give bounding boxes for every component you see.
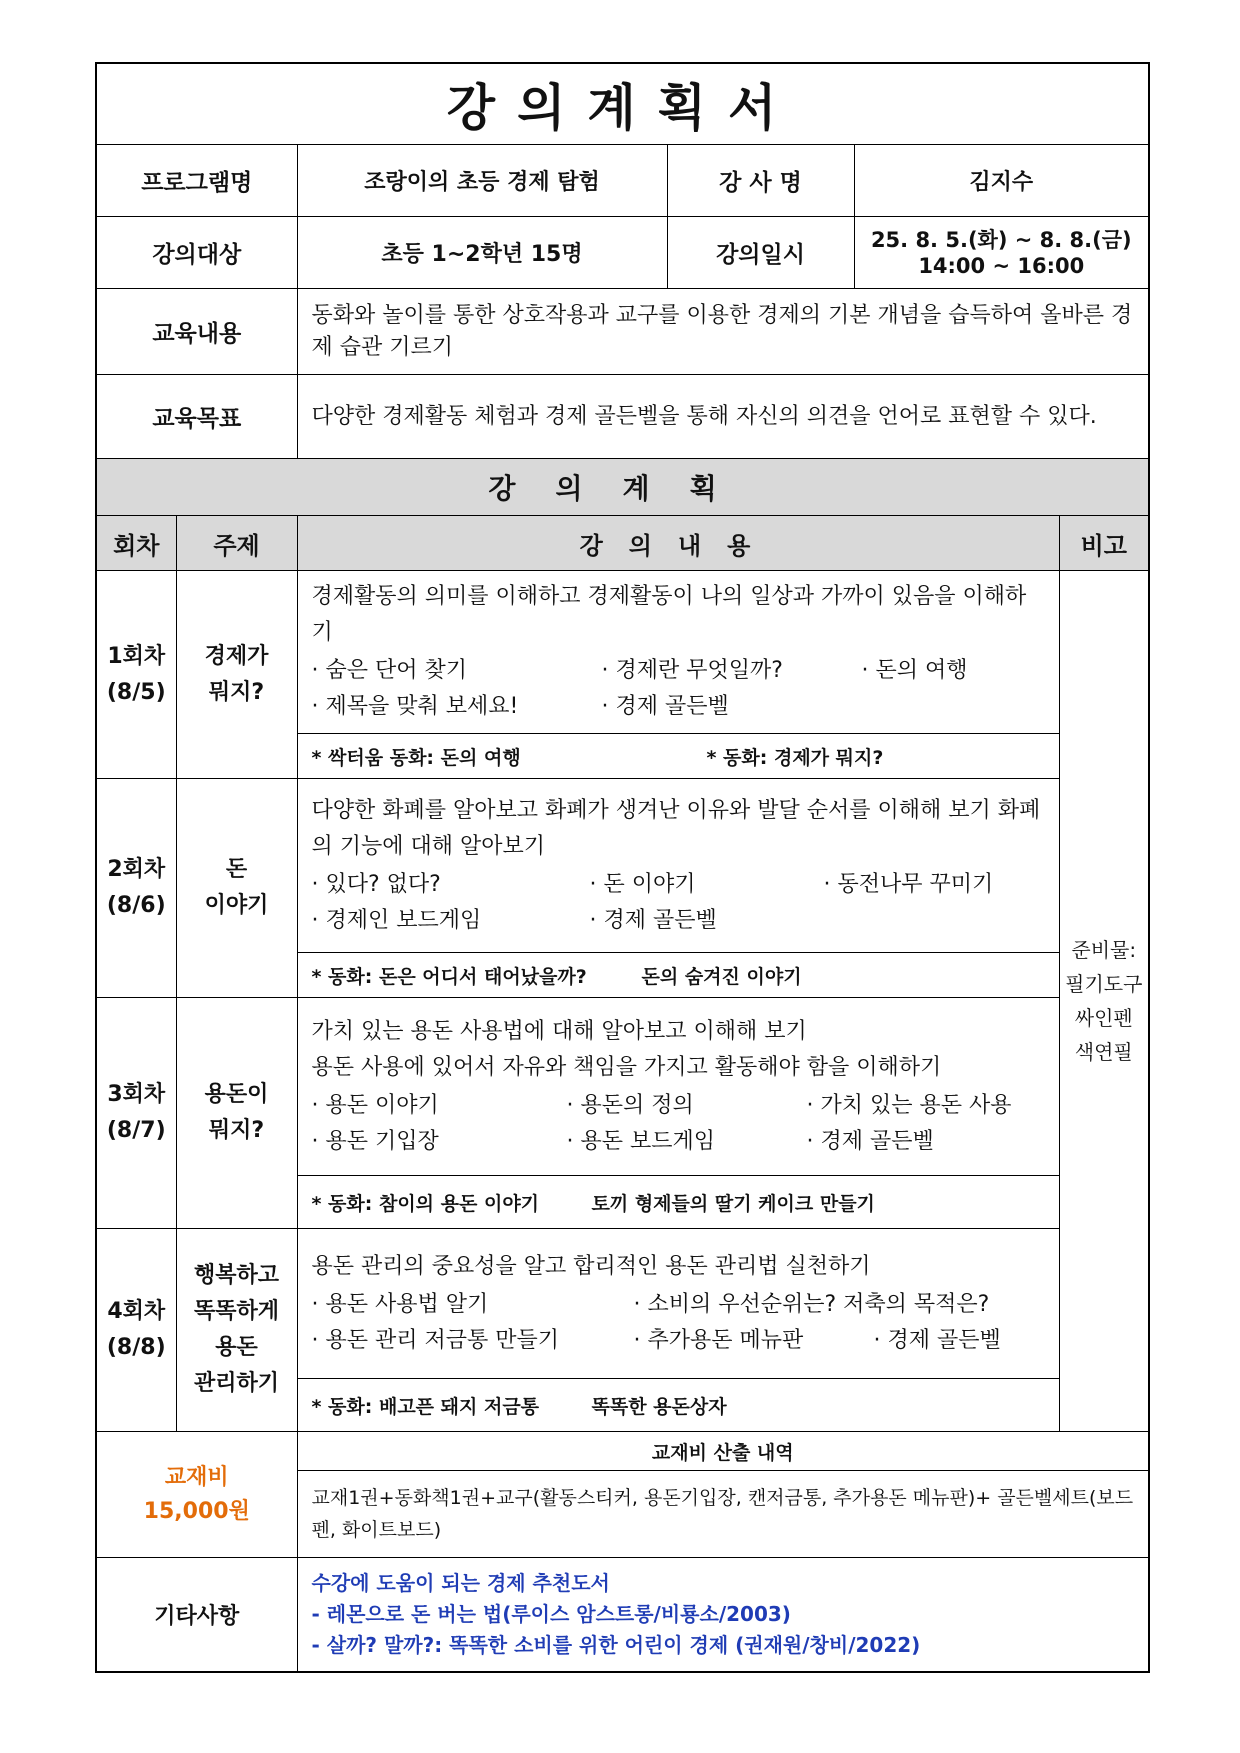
activity-item: · 제목을 맞춰 보세요! [312, 689, 602, 725]
activity-item: · 경제 골든벨 [807, 1124, 1037, 1160]
activity-item: · 돈 이야기 [590, 867, 824, 903]
storybook-title: 돈의 숨겨진 이야기 [641, 965, 802, 988]
session-topic: 경제가 뭐지? [176, 571, 297, 779]
fee-title: 교재비 [164, 1464, 229, 1490]
storybook-title: * 동화: 돈은 어디서 태어났을까? [311, 965, 587, 988]
recommended-book: - 살까? 말까?: 똑똑한 소비를 위한 어린이 경제 (권재원/창비/2022) [311, 1632, 921, 1657]
recommended-books-title: 수강에 도움이 되는 경제 추천도서 [311, 1570, 610, 1595]
activity-item: · 경제 골든벨 [874, 1323, 1064, 1359]
session-goal: 경제활동의 의미를 이해하고 경제활동이 나의 일상과 가까이 있음을 이해하기 [311, 584, 1027, 645]
target-value: 초등 1~2학년 15명 [297, 217, 667, 289]
activity-item: · 경제인 보드게임 [312, 903, 590, 939]
instructor-value: 김지수 [854, 145, 1149, 217]
fee-label [96, 1432, 297, 1558]
activity-item: · 동전나무 꾸미기 [824, 867, 1024, 903]
lecture-plan-table [95, 62, 1150, 1673]
activity-item: · 용돈의 정의 [567, 1088, 807, 1124]
content-label: 교육내용 [96, 289, 297, 375]
storybook-row [297, 953, 1059, 998]
recommended-book: - 레몬으로 돈 버는 법(루이스 암스트롱/비룡소/2003) [311, 1601, 791, 1626]
activity-list [312, 1287, 1045, 1359]
storybook-title: * 동화: 배고픈 돼지 저금통 [311, 1395, 540, 1418]
activity-item: · 가치 있는 용돈 사용 [807, 1088, 1037, 1124]
activity-item: · 돈의 여행 [862, 653, 1062, 689]
program-label: 프로그램명 [96, 145, 297, 217]
storybook-row [297, 734, 1059, 779]
session-goal: 가치 있는 용돈 사용법에 대해 알아보고 이해해 보기 용돈 사용에 있어서 자유와 책임을 가지고 활동해야 함을 이해하기 [311, 1018, 942, 1080]
session-goal: 용돈 관리의 중요성을 알고 합리적인 용돈 관리법 실천하기 [311, 1253, 871, 1279]
activity-item: · 추가용돈 메뉴판 [634, 1323, 874, 1359]
content-value: 동화와 놀이를 통한 상호작용과 교구를 이용한 경제의 기본 개념을 습득하여 올바른 경제 습관 기르기 [297, 289, 1149, 375]
date-value [854, 217, 1149, 289]
materials-note: 준비물: 필기도구 싸인펜 색연필 [1059, 571, 1149, 1432]
session-topic: 돈 이야기 [176, 779, 297, 998]
col-session: 회차 [96, 516, 176, 571]
storybook-title: 똑똑한 용돈상자 [591, 1395, 727, 1418]
session-description [297, 779, 1059, 953]
activity-item: · 용돈 보드게임 [567, 1124, 807, 1160]
activity-item: · 소비의 우선순위는? 저축의 목적은? [634, 1287, 1064, 1323]
col-note: 비고 [1059, 516, 1149, 571]
time-range: 14:00 ~ 16:00 [918, 253, 1085, 278]
session-topic: 용돈이 뭐지? [176, 998, 297, 1229]
storybook-title: * 싹터움 동화: 돈의 여행 [311, 746, 521, 769]
goal-value: 다양한 경제활동 체험과 경제 골든벨을 통해 자신의 의견을 언어로 표현할 수 있다. [297, 375, 1149, 459]
misc-label: 기타사항 [96, 1558, 297, 1672]
fee-breakdown-title: 교재비 산출 내역 [297, 1432, 1149, 1471]
session-description [297, 1229, 1059, 1379]
activity-item: · 용돈 관리 저금통 만들기 [312, 1323, 634, 1359]
session-number: 3회차 (8/7) [96, 998, 176, 1229]
storybook-row [297, 1176, 1059, 1229]
fee-breakdown-value: 교재1권+동화책1권+교구(활동스티커, 용돈기입장, 캔저금통, 추가용돈 메뉴판)+ 골든벨세트(보드펜, 화이트보드) [297, 1471, 1149, 1558]
activity-item: · 용돈 이야기 [312, 1088, 567, 1124]
session-description [297, 998, 1059, 1176]
session-number: 4회차 (8/8) [96, 1229, 176, 1432]
date-label: 강의일시 [667, 217, 854, 289]
date-range: 25. 8. 5.(화) ~ 8. 8.(금) [870, 227, 1132, 252]
plan-section-title: 강의계획 [96, 459, 1149, 516]
activity-item: · 경제란 무엇일까? [602, 653, 862, 689]
page-title: 강의계획서 [96, 63, 1149, 145]
storybook-row [297, 1379, 1059, 1432]
goal-label: 교육목표 [96, 375, 297, 459]
storybook-title: 토끼 형제들의 딸기 케이크 만들기 [591, 1192, 875, 1215]
instructor-label: 강 사 명 [667, 145, 854, 217]
misc-value [297, 1558, 1149, 1672]
activity-item: · 경제 골든벨 [590, 903, 824, 939]
session-goal: 다양한 화폐를 알아보고 화폐가 생겨난 이유와 발달 순서를 이해해 보기 화폐의 기능에 대해 알아보기 [311, 797, 1041, 859]
activity-list [312, 653, 1045, 725]
storybook-title: * 동화: 참이의 용돈 이야기 [311, 1192, 540, 1215]
col-topic: 주제 [176, 516, 297, 571]
session-description [297, 571, 1059, 734]
storybook-title: * 동화: 경제가 뭐지? [706, 746, 884, 769]
session-number: 1회차 (8/5) [96, 571, 176, 779]
activity-item: · 경제 골든벨 [602, 689, 862, 725]
activity-item: · 용돈 사용법 알기 [312, 1287, 634, 1323]
session-number: 2회차 (8/6) [96, 779, 176, 998]
activity-item: · 용돈 기입장 [312, 1124, 567, 1160]
program-value: 조랑이의 초등 경제 탐험 [297, 145, 667, 217]
col-content: 강의내용 [297, 516, 1059, 571]
target-label: 강의대상 [96, 217, 297, 289]
activity-item: · 숨은 단어 찾기 [312, 653, 602, 689]
fee-amount: 15,000원 [143, 1498, 250, 1524]
activity-list [312, 867, 1045, 939]
session-topic: 행복하고 똑똑하게 용돈 관리하기 [176, 1229, 297, 1432]
activity-item: · 있다? 없다? [312, 867, 590, 903]
activity-list [312, 1088, 1045, 1160]
